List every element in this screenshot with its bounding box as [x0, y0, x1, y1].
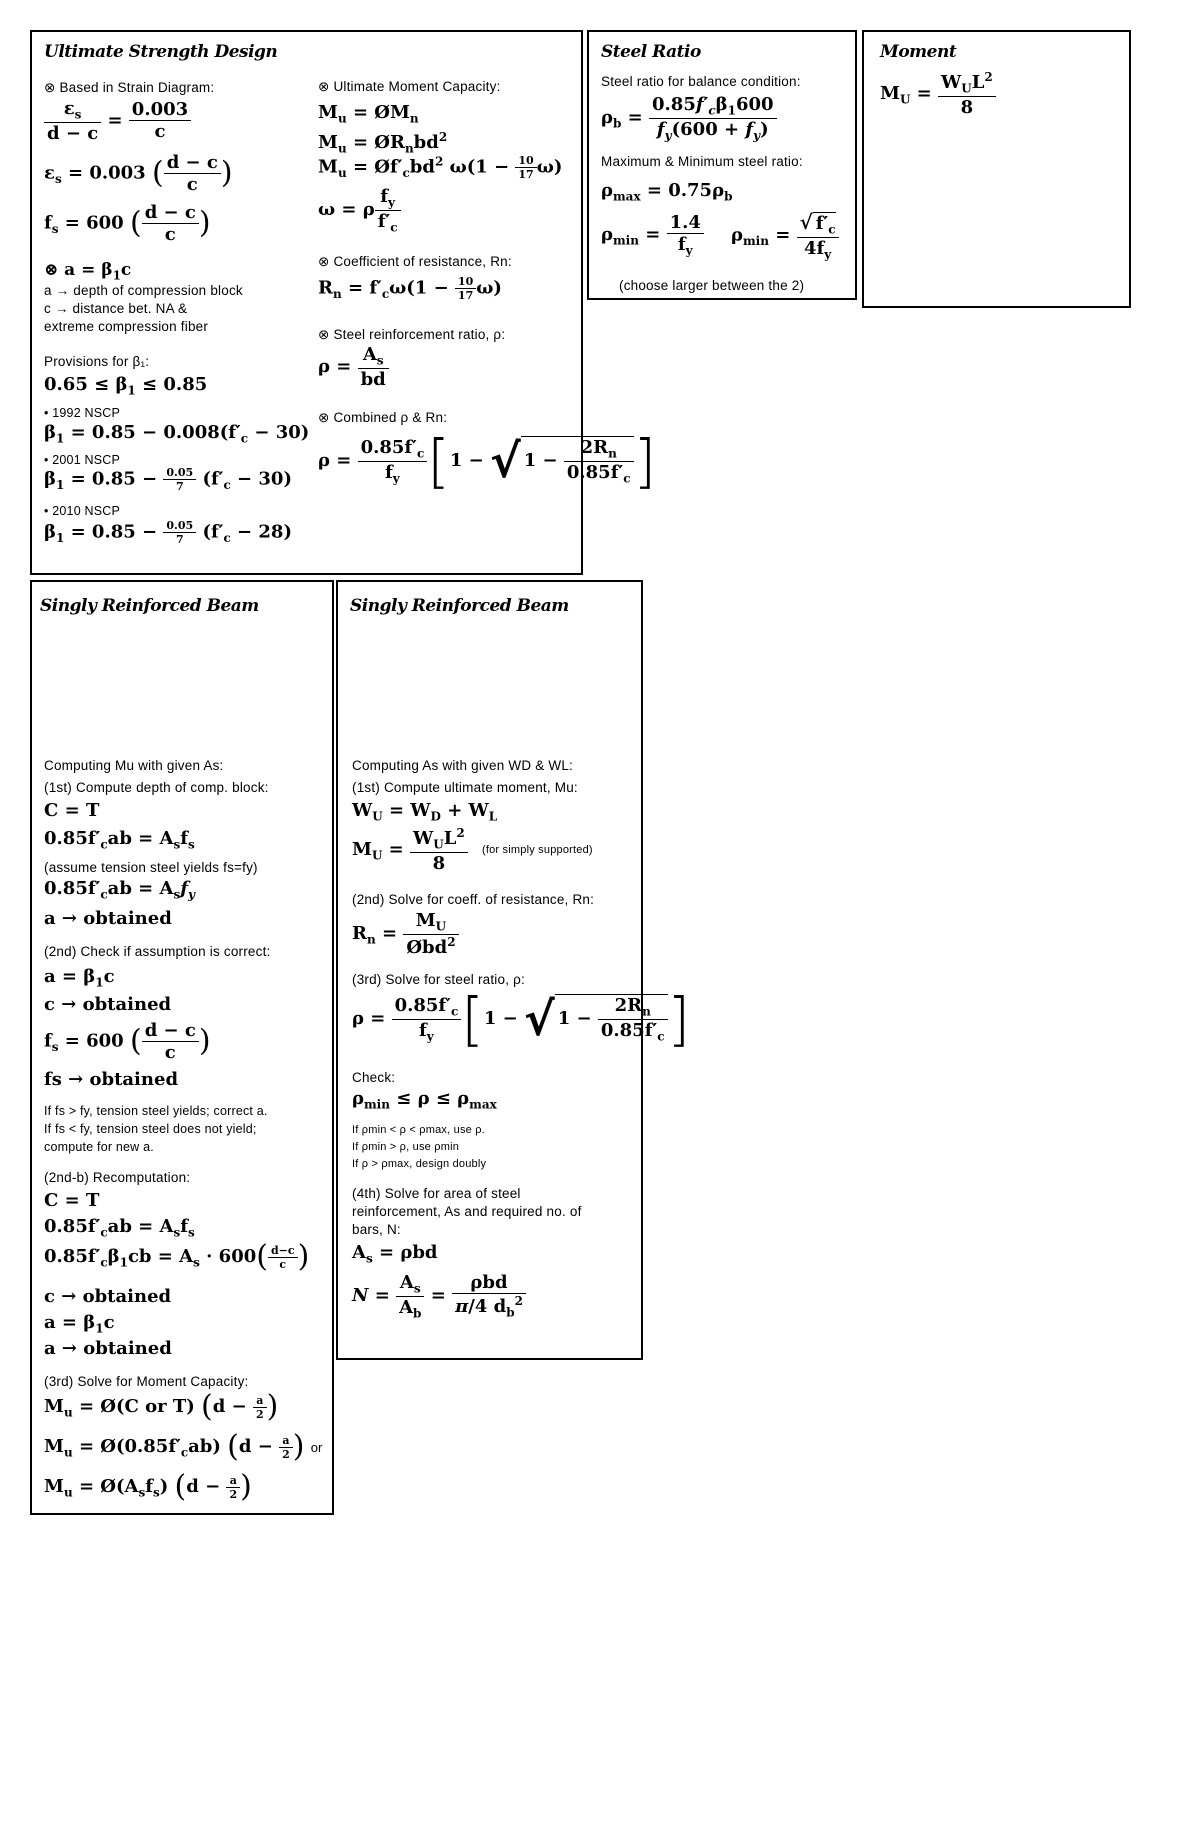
- c-def-2: extreme compression fiber: [44, 319, 209, 334]
- fs-eq: $f_s = 600$ ( $\frac{d - c}{c}$ ): [44, 1020, 211, 1063]
- c-obtained: c → obtained: [44, 994, 172, 1015]
- recompute-eq: $0.85f'_c\beta_1cb = A_s \cdot 600$( $\frac{d-c}{c}$ ): [44, 1239, 310, 1274]
- as-eq: $A_s = \rho bd$: [352, 1242, 438, 1266]
- fs-obtained: fs → obtained: [44, 1069, 179, 1090]
- c-def: c → distance bet. NA &: [44, 301, 188, 316]
- mu-capacity-eq-1: $M_u$ = Ø(C or T) (d − $\frac{a}{2}$ ): [44, 1389, 279, 1424]
- check-label: Check:: [352, 1070, 396, 1085]
- nscp-2001: • 2001 NSCP: [44, 453, 121, 467]
- a-beta-c-2: $a = \beta_1c$: [44, 1312, 115, 1336]
- equilibrium-eq: $0.85f'_cab = A_sf_s$: [44, 828, 195, 852]
- mu-eq-2: $M_u$ = $ØR_nbd^2$: [318, 130, 448, 156]
- check-c1: If ρmin < ρ < ρmax, use ρ.: [352, 1124, 485, 1136]
- choose-note: (choose larger between the 2): [619, 278, 805, 293]
- mu-label: ⊗ Ultimate Moment Capacity:: [318, 79, 501, 94]
- a-obtained-2: a → obtained: [44, 1338, 172, 1359]
- mu-capacity-eq-2: $M_u$ = $Ø(0.85f'_cab) (d$ − $\frac{a}{2}$ ) or: [44, 1429, 323, 1464]
- or-word: or: [310, 1440, 323, 1455]
- mu-eq-1: $M_u$ = $ØM_n$: [318, 102, 419, 126]
- usd-title: Ultimate Strength Design: [44, 42, 278, 62]
- rho-eq: ρ = $\frac{A_s}{bd}$: [318, 344, 389, 390]
- a-def: a → depth of compression block: [44, 283, 243, 298]
- n-bars-eq: N = $\frac{A_s}{A_b}$ = $\frac{\text{ρbd}}{\pi/4 d_b^2}$: [352, 1272, 526, 1320]
- omega-eq: ω = ρ $\frac{f_y}{f'_c}$: [318, 186, 401, 234]
- srb2-l7: bars, N:: [352, 1222, 401, 1237]
- srb1-l7: compute for new a.: [44, 1140, 154, 1154]
- srb1-title: Singly Reinforced Beam: [40, 596, 259, 616]
- srb1-l2: (1st) Compute depth of comp. block:: [44, 780, 269, 795]
- srb1-l4: (2nd) Check if assumption is correct:: [44, 944, 271, 959]
- beta-range: $0.65 \le \beta_1 \le 0.85$: [44, 374, 208, 398]
- rho-b-eq: $\rho_b$ = $\frac{0.85f'_c\beta_1600}{f_y(600 + f_y)}$: [601, 94, 777, 142]
- rn-eq: $R_n = f'_c\omega(1$ − $\frac{10}{17}$ ω): [318, 275, 502, 302]
- beta-2001: $\beta_1 = 0.85$ − $\frac{0.05}{7}$ $(f'_c - 30)$: [44, 466, 292, 493]
- equilibrium-eq-2: $0.85f'_cab = A_sf_s$: [44, 1216, 195, 1240]
- srb1-l5: If fs > fy, tension steel yields; correct a.: [44, 1104, 268, 1118]
- rho-label: ⊗ Steel reinforcement ratio, ρ:: [318, 327, 506, 342]
- simply-supported-note: (for simply supported): [482, 844, 593, 856]
- maxmin-label: Maximum & Minimum steel ratio:: [601, 154, 803, 169]
- mu-eq: $M_U$ = $\frac{W_UL^2}{8}$: [352, 826, 468, 874]
- srb1-l3: (assume tension steel yields fs=fy): [44, 860, 258, 875]
- beta-label: Provisions for β₁:: [44, 354, 150, 369]
- strain-eq-3: $f_s = 600$ ( $\frac{d - c}{c}$ ): [44, 202, 211, 245]
- srb1-l6: If fs < fy, tension steel does not yield;: [44, 1122, 257, 1136]
- strain-label: ⊗ Based in Strain Diagram:: [44, 80, 215, 95]
- mu-capacity-eq-3: $M_u$ = $Ø(A_sf_s) (d$ − $\frac{a}{2}$ ): [44, 1469, 252, 1504]
- srb2-l2: (1st) Compute ultimate moment, Mu:: [352, 780, 578, 795]
- check-c3: If ρ > ρmax, design doubly: [352, 1158, 487, 1170]
- srb2-l3: (2nd) Solve for coeff. of resistance, Rn:: [352, 892, 595, 907]
- nscp-2010: • 2010 NSCP: [44, 504, 121, 518]
- srb2-l4: (3rd) Solve for steel ratio, ρ:: [352, 972, 525, 987]
- srb2-title: Singly Reinforced Beam: [350, 596, 569, 616]
- c-eq-t-2: C = T: [44, 1190, 100, 1211]
- steel-ratio-box: [587, 30, 857, 300]
- strain-eq-1: $\frac{\varepsilon_s}{d - c}$ = $\frac{0.003}{c}$: [44, 98, 191, 144]
- moment-title: Moment: [880, 42, 957, 62]
- srb1-l9: (3rd) Solve for Moment Capacity:: [44, 1374, 249, 1389]
- srb2-l1: Computing As with given WD & WL:: [352, 758, 573, 773]
- rho-check-eq: $\rho_{min} \le \rho \le \rho_{max}$: [352, 1088, 497, 1112]
- singly-reinforced-beam-box-2: [336, 580, 691, 1360]
- singly-reinforced-beam-box-1: [30, 580, 334, 1515]
- a-obtained: a → obtained: [44, 908, 172, 929]
- beta-2010: $\beta_1 = 0.85$ − $\frac{0.05}{7}$ $(f'_c - 28)$: [44, 519, 292, 546]
- wu-eq: $W_U = W_D + W_L$: [352, 800, 498, 824]
- comb-label: ⊗ Combined ρ & Rn:: [318, 410, 448, 425]
- rn-label: ⊗ Coefficient of resistance, Rn:: [318, 254, 512, 269]
- rho-max-eq: $\rho_{max} = 0.75\rho_b$: [601, 180, 733, 204]
- c-obtained-2: c → obtained: [44, 1286, 172, 1307]
- steel-title: Steel Ratio: [601, 42, 701, 62]
- check-c2: If ρmin > ρ, use ρmin: [352, 1141, 460, 1153]
- strain-eq-2: $\varepsilon_s = 0.003$ ( $\frac{d - c}{c}$ ): [44, 152, 233, 195]
- srb1-l1: Computing Mu with given As:: [44, 758, 224, 773]
- moment-eq: $M_U$ = $\frac{W_UL^2}{8}$: [880, 70, 996, 118]
- a-beta-eq: ⊗ $a = \beta_1c$: [44, 260, 132, 283]
- a-beta-c: $a = \beta_1c$: [44, 966, 115, 990]
- srb1-l8: (2nd-b) Recomputation:: [44, 1170, 191, 1185]
- rho-min-eq-1: $\rho_{min}$ = $\frac{1.4}{f_y}$: [601, 212, 704, 258]
- mu-eq-3: $M_u$ = $Øf'_cbd^2$ ω(1 − $\frac{10}{17}$ ω): [318, 154, 563, 181]
- moment-box: [862, 30, 1131, 308]
- srb2-l5: (4th) Solve for area of steel: [352, 1186, 521, 1201]
- equilibrium-eq-fy: $0.85f'_cab = A_sf_y$: [44, 878, 195, 902]
- rho-solve-eq: ρ = $\frac{0.85f'_c}{f_y}$ [1 − √ 1 − $\frac{2R_n}{0.85f'_c}$ ]: [352, 985, 691, 1053]
- srb2-l6: reinforcement, As and required no. of: [352, 1204, 582, 1219]
- rn-solve-eq: $R_n$ = $\frac{M_U}{Øbd^2}$: [352, 910, 459, 958]
- bal-label: Steel ratio for balance condition:: [601, 74, 801, 89]
- rho-min-eq-2: $\rho_{min}$ = $\frac{√ f'_c}{4f_y}$: [731, 210, 839, 261]
- beta-1992: $\beta_1 = 0.85 - 0.008(f'_c - 30)$: [44, 422, 310, 446]
- comb-eq: ρ = $\frac{0.85f'_c}{f_y}$ [1 − √ 1 − $\frac{2R_n}{0.85f'_c}$ ]: [318, 427, 657, 495]
- nscp-1992: • 1992 NSCP: [44, 406, 121, 420]
- c-eq-t: C = T: [44, 800, 100, 821]
